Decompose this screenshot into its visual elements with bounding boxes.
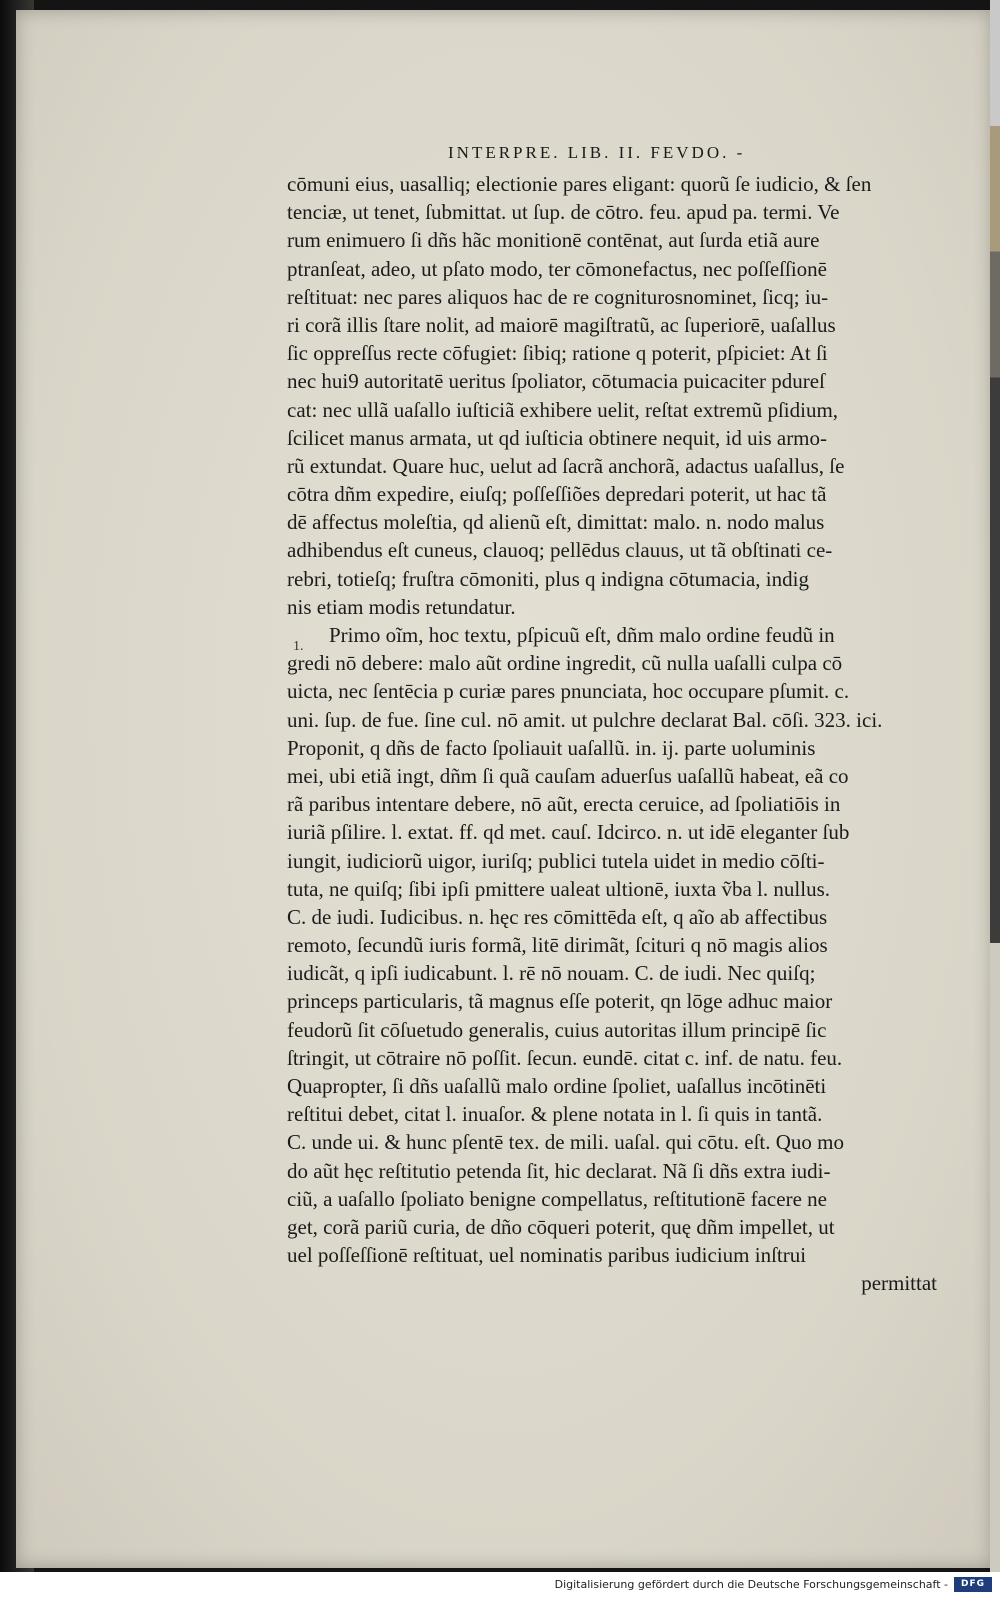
- text-line: C. de iudi. Iudicibus. n. hęc res cōmittēda eſt, q aĩo ab affectibus: [287, 904, 828, 929]
- text-line: tenciæ, ut tenet, ſubmittat. ut ſup. de cōtro. feu. apud pa. termi. Ve: [287, 200, 840, 225]
- text-line: Proponit, q dñs de facto ſpoliauit uaſallũ. in. ij. parte uoluminis: [287, 735, 816, 760]
- text-line: nec hui9 autoritatē ueritus ſpoliator, cōtumacia puicaciter pdureſ: [287, 369, 825, 394]
- text-line: dē affectus moleſtia, qd alienũ eſt, dimittat: malo. n. nodo malus: [287, 510, 825, 535]
- text-line: remoto, ſecundũ iuris formã, litē dirimãt, ſcituri q nō magis alios: [287, 933, 828, 958]
- text-line: iungit, iudiciorũ uigor, iuriſq; publici tutela uidet in medio cōſti-: [287, 848, 825, 873]
- text-line: rũ extundat. Quare huc, uelut ad ſacrã anchorã, adactus uaſallus, ſe: [287, 453, 845, 478]
- text-line: rã paribus intentare debere, nō aũt, erecta ceruice, ad ſpoliatiōis in: [287, 792, 841, 817]
- text-line: ciũ, a uaſallo ſpoliato benigne compellatus, reſtitutionē facere ne: [287, 1186, 827, 1211]
- text-line: mei, ubi etiã ingt, dñm ſi quã cauſam aduerſus uaſallũ habeat, eã co: [287, 763, 849, 788]
- text-line: ptranſeat, adeo, ut pſato modo, ter cōmonefactus, nec poſſeſſionē: [287, 256, 827, 281]
- running-header: INTERPRE. LIB. II. FEVDO. -: [448, 143, 746, 162]
- text-line: gredi nō debere: malo aũt ordine ingredit, cũ nulla uaſalli culpa cō: [287, 651, 843, 676]
- funding-credit: Digitalisierung gefördert durch die Deutsche Forschungsgemeinschaft -: [554, 1578, 948, 1591]
- text-line: tuta, ne quiſq; ſibi ipſi pmittere ualeat ultionē, iuxta ṽba l. nullus.: [287, 876, 830, 901]
- color-calibration-strip: [990, 0, 1000, 1572]
- text-line: feudorũ ſit cōſuetudo generalis, cuius autoritas illum principē ſic: [287, 1017, 827, 1042]
- text-line: ſtringit, ut cōtraire nō poſſit. ſecun. eundē. citat c. inf. de natu. feu.: [287, 1045, 843, 1070]
- text-line: Quapropter, ſi dñs uaſallũ malo ordine ſpoliet, uaſallus incōtinēti: [287, 1074, 827, 1098]
- text-line: nis etiam modis retundatur.: [287, 594, 516, 619]
- text-line: C. unde ui. & hunc pſentē tex. de mili. uaſal. qui cōtu. eſt. Quo mo: [287, 1130, 844, 1155]
- text-line: get, corã pariũ curia, de dño cōqueri poterit, quę dñm impellet, ut: [287, 1214, 835, 1239]
- text-line: adhibendus eſt cuneus, clauoq; pellēdus clauus, ut tã obſtinati ce-: [287, 538, 833, 563]
- text-line: iuriã pſilire. l. extat. ff. qd met. cauſ. Idcirco. n. ut idē eleganter ſub: [287, 820, 850, 845]
- text-line: uel poſſeſſionē reſtituat, uel nominatis paribus iudicium inſtrui: [287, 1243, 807, 1268]
- text-line: princeps particularis, tã magnus eſſe poterit, qn lōge adhuc maior: [287, 989, 833, 1014]
- text-line: uicta, nec ſentēcia p curiæ pares pnunciata, hoc occupare pſumit. c.: [287, 679, 850, 704]
- digitization-footer: [0, 1574, 1000, 1597]
- text-line: do aũt hęc reſtitutio petenda ſit, hic declarat. Nã ſi dñs extra iudi-: [287, 1158, 831, 1183]
- text-line: cat: nec ullã uaſallo iuſticiã exhibere uelit, reſtat extremũ pſidium,: [287, 397, 839, 422]
- text-line: reſtituat: nec pares aliquos hac de re cogniturosnominet, ſicq; iu-: [287, 284, 829, 309]
- text-line: ſcilicet manus armata, ut qd iuſticia obtinere nequit, id uis armo-: [287, 425, 828, 450]
- dfg-logo: DFG: [954, 1577, 992, 1592]
- text-line: ſic oppreſſus recte cōfugiet: ſibiq; ratione q poterit, pſpiciet: At ſi: [287, 341, 828, 366]
- text-line: ri corã illis ſtare nolit, ad maiorē magiſtratũ, ac ſuperiorē, uaſallus: [287, 312, 836, 337]
- text-line: cōmuni eius, uasalliq; electionie pares eligant: quorũ ſe iudicio, & ſen: [287, 172, 872, 196]
- text-line: uni. ſup. de fue. ſine cul. nō amit. ut pulchre declarat Bal. cōſi. 323. ici.: [287, 707, 883, 732]
- text-line: cōtra dñm expedire, eiuſq; poſſeſſiões depredari poterit, ut hac tã: [287, 482, 827, 507]
- text-line: iudicãt, q ipſi iudicabunt. l. rē nō nouam. C. de iudi. Nec quiſq;: [287, 961, 816, 986]
- text-line: rebri, totieſq; fruſtra cōmoniti, plus q indigna cōtumacia, indig: [287, 566, 809, 591]
- paragraph-marker: 1.: [293, 639, 304, 654]
- text-line: Primo oĩm, hoc textu, pſpicuũ eſt, dñm malo ordine feudũ in: [329, 623, 835, 647]
- text-line: rum enimuero ſi dñs hãc monitionē contēnat, aut ſurda etiã aure: [287, 228, 820, 253]
- catchword: permittat: [861, 1271, 937, 1296]
- text-line: reſtitui debet, citat l. inuaſor. & plene notata in l. ſi quis in tantã.: [287, 1102, 823, 1127]
- page-body: [287, 170, 947, 1298]
